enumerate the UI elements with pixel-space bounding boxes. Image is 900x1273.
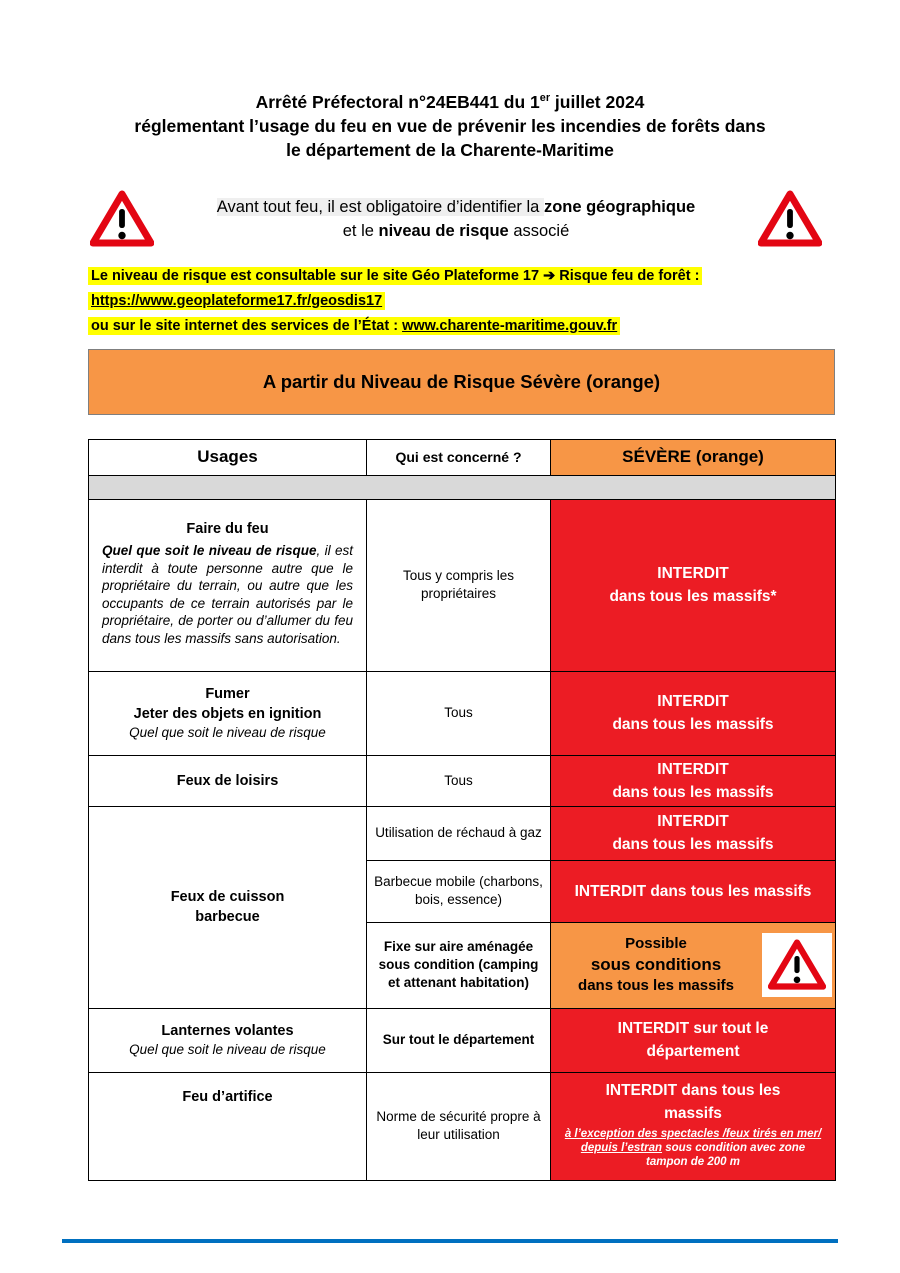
title-line1: Arrêté Préfectoral n°24EB441 du 1er juillet 2024 (255, 91, 645, 112)
status-cell-feu-artifice: INTERDIT dans tous les massifs à l’exception des spectacles /feux tirés en mer/ depuis l’estran sous condition avec zone tampon de 200 m (551, 1072, 836, 1180)
row-faire-du-feu (89, 499, 836, 671)
usage-cell-feux-de-loisirs: Feux de loisirs (89, 755, 367, 806)
severity-level-banner: A partir du Niveau de Risque Sévère (orange) (88, 349, 835, 415)
title-line2: réglementant l’usage du feu en vue de prévenir les incendies de forêts dans (134, 115, 766, 136)
status-cell-barbecue-fixe: Possible sous conditions dans tous les massifs (551, 922, 836, 1008)
concerned-cell-faire-du-feu: Tous y compris les propriétaires (367, 499, 551, 671)
risk-info-links (88, 264, 900, 339)
status-cell-feux-de-loisirs: INTERDIT dans tous les massifs (551, 755, 836, 806)
warning-triangle-icon (758, 190, 822, 248)
status-cell-barbecue-mobile: INTERDIT dans tous les massifs (551, 860, 836, 922)
row-lanternes (89, 1008, 836, 1072)
spacer-cell (89, 475, 836, 499)
warning-triangle-icon (90, 190, 154, 248)
warning-triangle-box (762, 933, 832, 997)
status-cell-faire-du-feu: INTERDIT dans tous les massifs* (551, 499, 836, 671)
warning-banner (90, 190, 822, 248)
risk-links-line3: ou sur le site internet des services de l’État : www.charente-maritime.gouv.fr (88, 314, 900, 339)
status-cell-fumer: INTERDIT dans tous les massifs (551, 671, 836, 755)
fire-rules-table (88, 439, 836, 1181)
concerned-cell-fumer: Tous (367, 671, 551, 755)
concerned-cell-barbecue-fixe: Fixe sur aire aménagée sous condition (camping et attenant habitation) (367, 922, 551, 1008)
table-header-row (89, 439, 836, 475)
page-title (0, 0, 900, 162)
usage-cell-feu-artifice: Feu d’artifice (89, 1072, 367, 1180)
warning-triangle-icon (768, 939, 826, 991)
row-feux-de-loisirs (89, 755, 836, 806)
row-cuisson-gaz (89, 806, 836, 860)
concerned-cell-barbecue-mobile: Barbecue mobile (charbons, bois, essence) (367, 860, 551, 922)
usage-cell-faire-du-feu: Faire du feu Quel que soit le niveau de risque, il est interdit à toute personne autre que le propriétaire du terrain, ou autre que les occupants de ce terrain autorisés par le propriétaire, de porter ou d’allumer du feu dans tous les massifs sans autorisation. (89, 499, 367, 671)
usage-cell-feux-de-cuisson: Feux de cuisson barbecue (89, 806, 367, 1008)
geoplateforme-link[interactable]: https://www.geoplateforme17.fr/geosdis17 (91, 292, 383, 309)
concerned-cell-feu-artifice: Norme de sécurité propre à leur utilisation (367, 1072, 551, 1180)
header-usages: Usages (89, 439, 367, 475)
row-feu-artifice (89, 1072, 836, 1180)
warning-text: Avant tout feu, il est obligatoire d’identifier la zone géographique et le niveau de risque associé (216, 197, 696, 240)
page-bottom-border (62, 1239, 838, 1243)
gouv-site-link[interactable]: www.charente-maritime.gouv.fr (402, 317, 618, 334)
header-severe: SÉVÈRE (orange) (551, 439, 836, 475)
risk-links-line1: Le niveau de risque est consultable sur le site Géo Plateforme 17 ➔ Risque feu de forêt : (88, 264, 900, 289)
status-cell-lanternes: INTERDIT sur tout le département (551, 1008, 836, 1072)
spacer-row (89, 475, 836, 499)
risk-links-line2 (88, 289, 900, 314)
row-fumer (89, 671, 836, 755)
usage-cell-lanternes: Lanternes volantes Quel que soit le niveau de risque (89, 1008, 367, 1072)
concerned-cell-rechaud-gaz: Utilisation de réchaud à gaz (367, 806, 551, 860)
concerned-cell-feux-de-loisirs: Tous (367, 755, 551, 806)
status-cell-rechaud-gaz: INTERDIT dans tous les massifs (551, 806, 836, 860)
header-concerned: Qui est concerné ? (367, 439, 551, 475)
concerned-cell-lanternes: Sur tout le département (367, 1008, 551, 1072)
usage-cell-fumer: Fumer Jeter des objets en ignition Quel que soit le niveau de risque (89, 671, 367, 755)
title-line3: le département de la Charente-Maritime (286, 139, 614, 160)
